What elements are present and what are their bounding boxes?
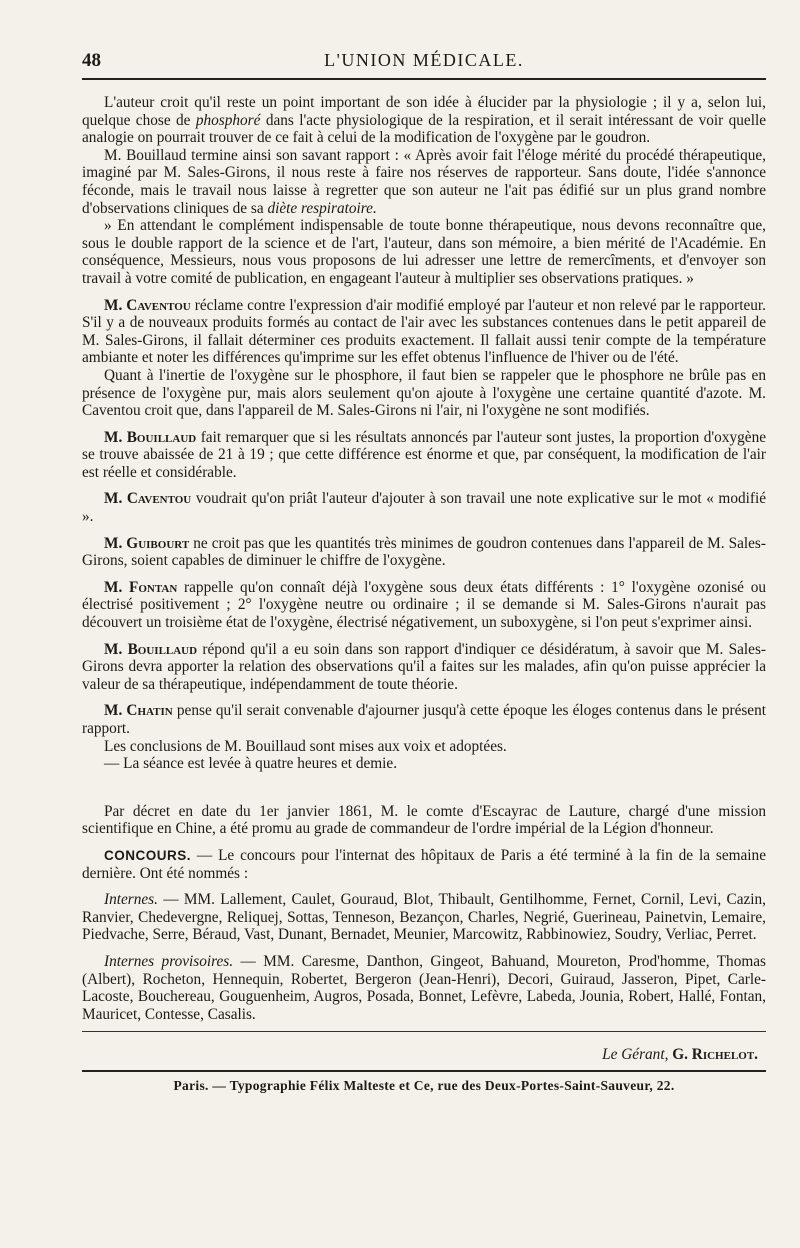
- footer-rule: [82, 1031, 766, 1032]
- speaker-name: M. Bouillaud: [104, 428, 197, 446]
- header-rule: [82, 78, 766, 80]
- internes-label: Internes.: [104, 891, 158, 909]
- internes-list: Internes. — MM. Lallement, Caulet, Gouraud, Blot, Thibault, Gentilhomme, Fernet, Cornil, Levi, Cazin, Ranvier, Chedevergne, Reliquej, Sottas, Tenneson, Bezançon, Charles, Negrié, Guerineau, Painetvin, Lemaire, Piedvache, Serre, Béraud, Vast, Dunant, Bernadet, Meunier, Marcowitz, Rabbinowiez, Soudry, Verliac, Perret.: [82, 891, 766, 944]
- printer-imprint: Paris. — Typographie Félix Malteste et Ce, rue des Deux-Portes-Saint-Sauveur, 22.: [173, 1078, 675, 1094]
- news-paragraph: CONCOURS. — Le concours pour l'internat des hôpitaux de Paris a été terminé à la fin de la semaine dernière. Ont été nommés :: [82, 846, 766, 882]
- provisoires-label: Internes provisoires.: [104, 952, 234, 970]
- paragraph: M. Bouillaud répond qu'il a eu soin dans son rapport d'indiquer ce désidératum, à savoir que M. Sales-Girons devra apporter la relation des observations qu'il a faites sur les malades, afin qu'on puisse apprécier la valeur de sa thérapeutique, indépendamment de toute théorie.: [82, 640, 766, 693]
- paragraph: M. Fontan rappelle qu'on connaît déjà l'oxygène sous deux états différents : 1° l'oxygène ozonisé ou électrisé positivement ; 2° l'oxygène neutre ou ordinaire ; il se demande si M. Sales-Girons n'aurait pas découvert un troisième état de l'oxygène, électrisé négativement, un suboxygène, si l'on peut s'exprimer ainsi.: [82, 578, 766, 632]
- speaker-name: M. Chatin: [104, 702, 173, 720]
- running-head: L'UNION MÉDICALE.: [324, 50, 524, 70]
- paragraph: L'auteur croit qu'il reste un point important de son idée à élucider par la physiologie ; il y a, selon lui, quelque chose de phosphoré dans l'acte physiologique de la respiration, et il serait intéressant de voir quelle analogie on pourrait trouver de ce fait à celui de la modification de l'oxygène par le goudron.: [82, 94, 766, 147]
- paragraph: » En attendant le complément indispensable de toute bonne thérapeutique, nous devons reconnaître que, sous le double rapport de la science et de l'art, l'auteur, dans son mémoire, a bien mérité de l'Académie. En conséquence, Messieurs, nous vous proposons de lui adresser une lettre de remercîments, et d'envoyer son travail à votre comité de publication, en engageant l'auteur à multiplier ses observations pratiques. »: [82, 217, 766, 287]
- page-number: 48: [82, 50, 101, 71]
- speaker-name: M. Caventou: [104, 490, 192, 508]
- imprint-rule: [82, 1070, 766, 1072]
- concours-label: CONCOURS.: [104, 847, 192, 863]
- section-separator: [82, 773, 766, 803]
- paragraph: M. Guibourt ne croit pas que les quantités très minimes de goudron contenues dans l'appareil de M. Sales-Girons, soient capables de diminuer le chiffre de l'oxygène.: [82, 534, 766, 570]
- page-header: [82, 50, 766, 76]
- speaker-name: M. Fontan: [104, 578, 178, 596]
- paragraph: Quant à l'inertie de l'oxygène sur le phosphore, il faut bien se rappeler que le phosphore ne brûle pas en présence de l'oxygène pur, mais alors seulement qu'on ajoute à l'oxygène une certaine quantité d'azote. M. Caventou croit que, dans l'appareil de M. Sales-Girons ni l'air, ni l'oxygène ne sont modifiés.: [82, 366, 766, 420]
- speaker-name: M. Caventou: [104, 296, 191, 314]
- paragraph: M. Caventou voudrait qu'on priât l'auteur d'ajouter à son travail une note explicative sur le mot « modifié ».: [82, 490, 766, 526]
- news-paragraph: Par décret en date du 1er janvier 1861, M. le comte d'Escayrac de Lauture, chargé d'une mission scientifique en Chine, a été promu au grade de commandeur de l'ordre impérial de la Légion d'honneur.: [82, 802, 766, 838]
- signature: Le Gérant, G. Richelot.: [602, 1046, 758, 1064]
- paragraph: M. Caventou réclame contre l'expression d'air modifié employé par l'auteur et non relevé par le rapporteur. S'il y a de nouveaux produits formés au contact de l'air avec les substances contenues dans le petit appareil de M. Sales-Girons, il fallait déterminer ces produits exactement. Il fallait aussi tenir compte de la température ambiante et noter les différences qu'imprime sur les effet obtenus l'influence de l'hiver ou de l'été.: [82, 296, 766, 367]
- paragraph: M. Bouillaud termine ainsi son savant rapport : « Après avoir fait l'éloge mérité du procédé thérapeutique, imaginé par M. Sales-Girons, il nous reste à faire nos réserves de rapporteur. Sans doute, l'idée s'annonce féconde, mais le travail nous laisse à regretter que son auteur ne l'ait pas édifié sur un plus grand nombre d'observations cliniques de sa diète respiratoire.: [82, 146, 766, 217]
- speaker-name: M. Bouillaud: [104, 640, 198, 658]
- paragraph: M. Bouillaud fait remarquer que si les résultats annoncés par l'auteur sont justes, la proportion d'oxygène se trouve abaissée de 21 à 19 ; que cette différence est énorme et que, par conséquent, la modification de l'air est réelle et considérable.: [82, 428, 767, 481]
- paragraph: Les conclusions de M. Bouillaud sont mises aux voix et adoptées.: [104, 737, 507, 755]
- paragraph: M. Chatin pense qu'il serait convenable d'ajourner jusqu'à cette époque les éloges contenus dans le présent rapport.: [82, 702, 766, 737]
- provisoires-list: Internes provisoires. — MM. Caresme, Danthon, Gingeot, Bahuand, Moureton, Prod'homme, Thomas (Albert), Rocheton, Hennequin, Robertet, Bergeron (Jean-Henri), Decori, Guiraud, Jasseron, Pipet, Carle-Lacoste, Bouchereau, Gouguenheim, Augros, Posada, Bonnet, Lefèvre, Labeda, Jounia, Robert, Hallé, Fontan, Mauricet, Contesse, Casalis.: [82, 952, 766, 1023]
- speaker-name: M. Guibourt: [104, 534, 190, 552]
- paragraph: — La séance est levée à quatre heures et demie.: [104, 755, 398, 773]
